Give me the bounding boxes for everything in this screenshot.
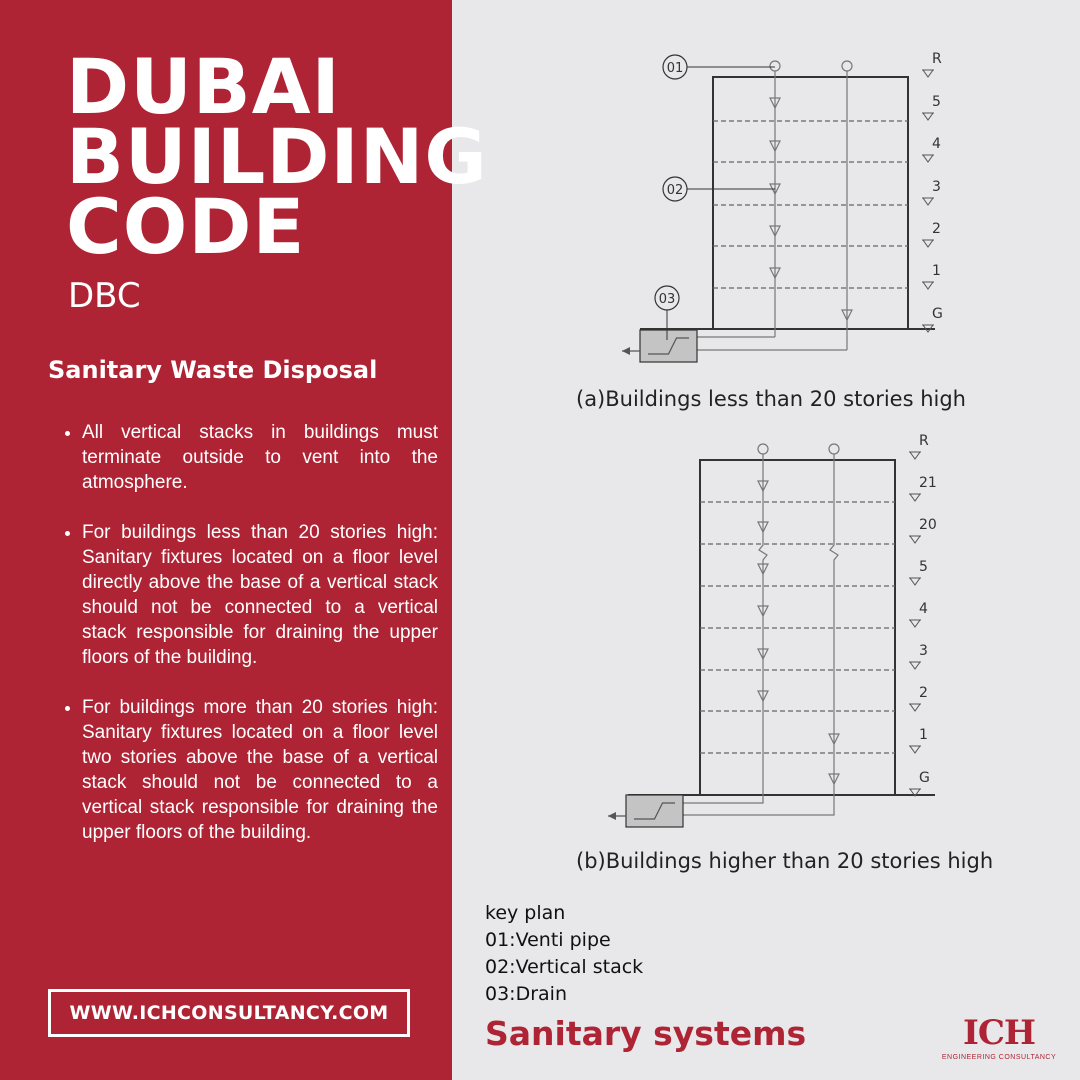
diagram-a-less-than-20-stories xyxy=(622,51,943,362)
level-label: R xyxy=(919,433,929,449)
bullet-item: • For buildings less than 20 stories high: Sanitary fixtures located on a floor level directly above the base of a vertical stack should not be connected to a vertical stack responsible for draining the upper floors of the building. xyxy=(82,520,438,670)
level-label: G xyxy=(932,306,943,322)
level-label: 4 xyxy=(919,601,928,617)
vent-cap-icon xyxy=(842,61,852,71)
level-triangle-icon xyxy=(910,578,920,585)
level-triangle-icon xyxy=(910,494,920,501)
key-plan-heading: key plan xyxy=(485,902,566,924)
level-triangle-icon xyxy=(910,536,920,543)
drain-box xyxy=(640,330,697,362)
level-label: 4 xyxy=(932,136,941,152)
bullet-item: • For buildings more than 20 stories high: Sanitary fixtures located on a floor level two stories above the base of a vertical stack should not be connected to a vertical stack responsible for draining the upper floors of the building. xyxy=(82,695,438,845)
key-plan-item: 01:Venti pipe xyxy=(485,929,611,951)
level-label: R xyxy=(932,51,942,67)
level-label: 1 xyxy=(932,263,941,279)
logo-mark: ICH xyxy=(962,1013,1036,1053)
level-label: 5 xyxy=(919,559,928,575)
marker-label: 03 xyxy=(658,292,676,307)
building-outline xyxy=(713,77,908,329)
key-plan-item: 02:Vertical stack xyxy=(485,956,644,978)
level-label: 20 xyxy=(919,517,937,533)
diagram-b-caption: (b)Buildings higher than 20 stories high xyxy=(576,849,994,873)
vent-cap-icon xyxy=(770,61,780,71)
level-triangle-icon xyxy=(923,113,933,120)
level-triangle-icon xyxy=(910,704,920,711)
level-label: 2 xyxy=(932,221,941,237)
marker-label: 01 xyxy=(666,61,684,76)
bullet-item: • All vertical stacks in buildings must terminate outside to vent into the atmosphere. xyxy=(82,420,438,495)
level-triangle-icon xyxy=(923,155,933,162)
website-link[interactable]: WWW.ICHCONSULTANCY.COM xyxy=(48,989,410,1037)
diagram-a-caption: (a)Buildings less than 20 stories high xyxy=(576,387,966,411)
level-triangle-icon xyxy=(910,452,920,459)
vent-cap-icon xyxy=(758,444,768,454)
page-title xyxy=(66,42,488,271)
title-line: CODE xyxy=(66,182,306,271)
level-triangle-icon xyxy=(910,746,920,753)
section-title: Sanitary Waste Disposal xyxy=(48,356,378,384)
level-triangle-icon xyxy=(910,620,920,627)
level-label: 1 xyxy=(919,727,928,743)
logo-subtitle: ENGINEERING CONSULTANCY xyxy=(941,1054,1057,1061)
title-line: DUBAI xyxy=(66,42,341,131)
level-label: 5 xyxy=(932,94,941,110)
marker-label: 02 xyxy=(666,183,684,198)
level-triangle-icon xyxy=(923,70,933,77)
level-label: 3 xyxy=(919,643,928,659)
level-label: 3 xyxy=(932,179,941,195)
drain-box xyxy=(626,795,683,827)
level-label: G xyxy=(919,770,930,786)
vent-cap-icon xyxy=(829,444,839,454)
level-triangle-icon xyxy=(923,282,933,289)
outlet-arrow-icon xyxy=(608,812,616,820)
vertical-stack xyxy=(655,454,838,815)
outlet-arrow-icon xyxy=(622,347,630,355)
level-label: 21 xyxy=(919,475,937,491)
key-plan-item: 03:Drain xyxy=(485,983,567,1005)
footer-title: Sanitary systems xyxy=(485,1014,807,1053)
level-label: 2 xyxy=(919,685,928,701)
level-triangle-icon xyxy=(923,198,933,205)
level-triangle-icon xyxy=(910,662,920,669)
diagram-b-more-than-20-stories xyxy=(608,433,937,827)
subtitle: DBC xyxy=(68,276,141,316)
title-line: BUILDING xyxy=(66,112,488,201)
level-triangle-icon xyxy=(923,240,933,247)
